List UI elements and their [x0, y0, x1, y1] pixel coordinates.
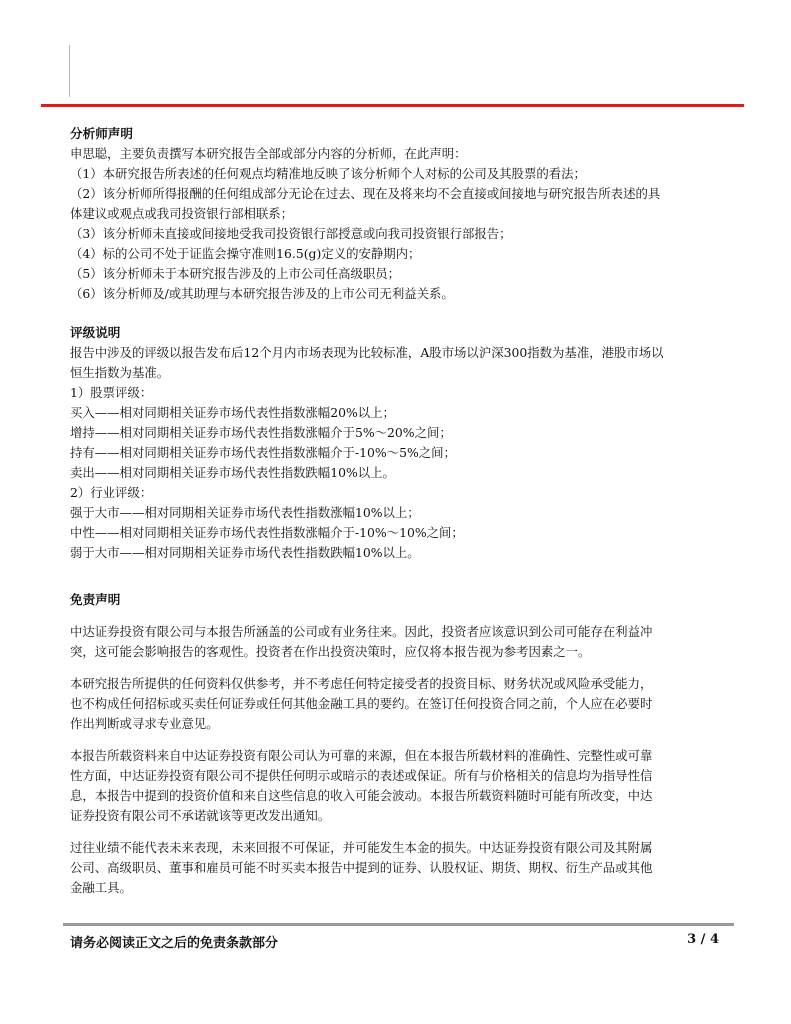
disclaimer-line: 本报告所载资料来自中达证券投资有限公司认为可靠的来源，但在本报告所载材料的准确性、完整性或可靠 — [70, 748, 653, 763]
disclaimer-line: 突，这可能会影响报告的客观性。投资者在作出投资决策时，应仅将本报告视为参考因素之一。 — [70, 644, 591, 659]
disclaimer-section — [70, 590, 738, 898]
disclaimer-paragraph — [70, 746, 738, 826]
disclaimer-line: 证券投资有限公司不承诺就该等更改发出通知。 — [70, 808, 331, 823]
analyst-line: （5）该分析师未于本研究报告涉及的上市公司任高级职员； — [70, 266, 401, 281]
disclaimer-line: 公司、高级职员、董事和雇员可能不时买卖本报告中提到的证券、认股权证、期货、期权、衍生产品或其他 — [70, 860, 653, 875]
document-body — [70, 124, 738, 898]
disclaimer-line: 中达证券投资有限公司与本报告所涵盖的公司或有业务往来。因此，投资者应该意识到公司可能存在利益冲 — [70, 624, 653, 639]
rating-line: 2）行业评级： — [70, 485, 153, 500]
analyst-line: 申思聪，主要负责撰写本研究报告全部或部分内容的分析师，在此声明： — [70, 146, 467, 161]
page-number: 3 / 4 — [687, 932, 719, 947]
footer-rule — [63, 923, 734, 926]
header-vertical-divider — [69, 45, 70, 97]
rating-line: 1）股票评级： — [70, 385, 153, 400]
analyst-line: 体建议或观点或我司投资银行部相联系； — [70, 206, 294, 221]
disclaimer-line: 也不构成任何招标或买卖任何证券或任何其他金融工具的要约。在签订任何投资合同之前，个人应在必要时 — [70, 696, 653, 711]
analyst-line: （2）该分析师所得报酬的任何组成部分无论在过去、现在及将来均不会直接或间接地与研究报告所表述的具 — [70, 186, 661, 201]
analyst-line: （1）本研究报告所表述的任何观点均精准地反映了该分析师个人对标的公司及其股票的看法； — [70, 166, 586, 181]
rating-line: 中性——相对同期相关证券市场代表性指数涨幅介于-10%～10%之间； — [70, 525, 464, 540]
disclaimer-line: 本研究报告所提供的任何资料仅供参考，并不考虑任何特定接受者的投资目标、财务状况或风险承受能力， — [70, 676, 653, 691]
disclaimer-line: 作出判断或寻求专业意见。 — [70, 716, 219, 731]
disclaimer-paragraph — [70, 838, 738, 898]
rating-explanation-heading: 评级说明 — [70, 325, 121, 340]
analyst-line: （6）该分析师及/或其助理与本研究报告涉及的上市公司无利益关系。 — [70, 286, 454, 301]
disclaimer-line: 息，本报告中提到的投资价值和来自这些信息的收入可能会波动。本报告所载资料随时可能有所改变，中达 — [70, 788, 653, 803]
rating-line: 弱于大市——相对同期相关证券市场代表性指数跌幅10%以上。 — [70, 545, 420, 560]
disclaimer-line: 金融工具。 — [70, 880, 132, 895]
analyst-statement-heading: 分析师声明 — [70, 126, 133, 141]
footer-disclaimer-notice: 请务必阅读正文之后的免责条款部分 — [70, 936, 279, 951]
analyst-statement-section — [70, 124, 738, 304]
rating-line: 持有——相对同期相关证券市场代表性指数涨幅介于-10%～5%之间； — [70, 445, 456, 460]
disclaimer-line: 性方面，中达证券投资有限公司不提供任何明示或暗示的表述或保证。所有与价格相关的信息均为指导性信 — [70, 768, 653, 783]
rating-line: 增持——相对同期相关证券市场代表性指数涨幅介于5%～20%之间； — [70, 425, 452, 440]
rating-line: 卖出——相对同期相关证券市场代表性指数跌幅10%以上。 — [70, 465, 395, 480]
rating-explanation-section — [70, 323, 738, 563]
header-red-rule — [41, 104, 744, 107]
disclaimer-line: 过往业绩不能代表未来表现，未来回报不可保证，并可能发生本金的损失。中达证券投资有限公司及其附属 — [70, 840, 653, 855]
rating-line: 报告中涉及的评级以报告发布后12个月内市场表现为比较标准，A股市场以沪深300指数为基准，港股市场以 — [70, 345, 664, 360]
rating-line: 强于大市——相对同期相关证券市场代表性指数涨幅10%以上； — [70, 505, 420, 520]
rating-line: 恒生指数为基准。 — [70, 365, 170, 380]
analyst-line: （4）标的公司不处于证监会操守准则16.5(g)定义的安静期内； — [70, 246, 421, 261]
disclaimer-paragraph — [70, 674, 738, 734]
disclaimer-heading: 免责声明 — [70, 592, 121, 607]
rating-line: 买入——相对同期相关证券市场代表性指数涨幅20%以上； — [70, 405, 395, 420]
disclaimer-paragraph — [70, 622, 738, 662]
analyst-line: （3）该分析师未直接或间接地受我司投资银行部授意或向我司投资银行部报告； — [70, 226, 512, 241]
